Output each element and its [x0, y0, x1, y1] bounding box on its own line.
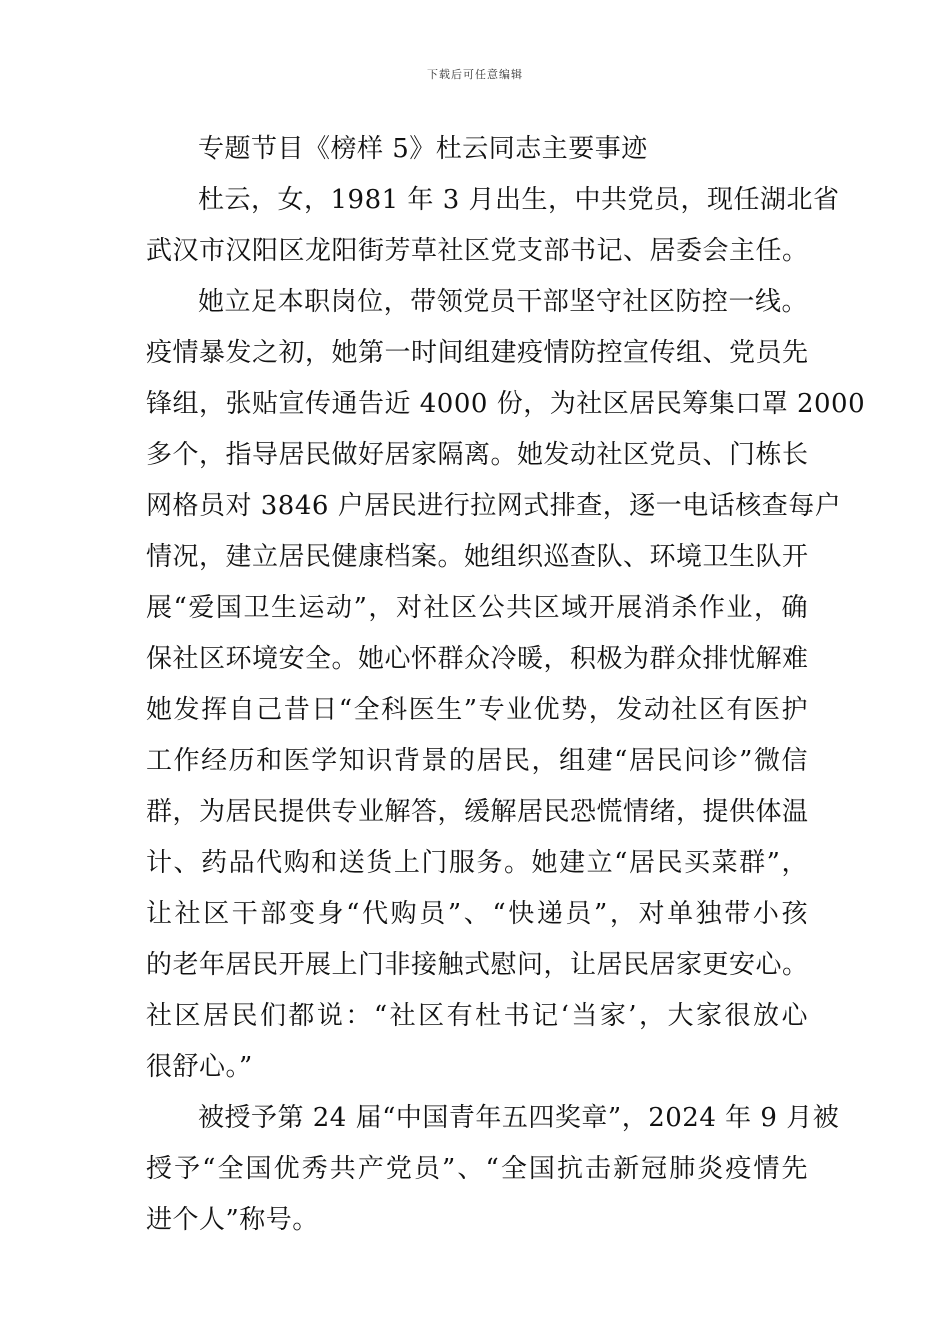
document-title: 专题节目《榜样 5》杜云同志主要事迹 [198, 134, 648, 164]
paragraph-line: 她发挥自己昔日“全科医生”专业优势，发动社区有医护 [146, 695, 808, 725]
paragraph-bio [146, 179, 840, 281]
paragraph-line: 锋组，张贴宣传通告近 4000 份，为社区居民筹集口罩 2000 [146, 389, 866, 419]
paragraph-line: 进个人”称号。 [146, 1205, 319, 1235]
paragraph-line: 很舒心。” [146, 1052, 253, 1082]
paragraph-line: 网格员对 3846 户居民进行拉网式排查，逐一电话核查每户 [146, 491, 842, 521]
paragraph-line: 多个，指导居民做好居家隔离。她发动社区党员、门栋长 [146, 440, 809, 470]
paragraph-line: 展“爱国卫生运动”，对社区公共区域开展消杀作业，确 [146, 593, 808, 623]
paragraph-line: 保社区环境安全。她心怀群众冷暖，积极为群众排忧解难 [146, 644, 809, 674]
paragraph-line: 工作经历和医学知识背景的居民，组建“居民问诊”微信 [146, 746, 808, 776]
paragraph-line: 社区居民们都说：“社区有杜书记‘当家’，大家很放心 [146, 1001, 808, 1031]
document-body [146, 128, 866, 1250]
paragraph-line: 她立足本职岗位，带领党员干部坚守社区防控一线。 [198, 287, 808, 317]
paragraph-line: 疫情暴发之初，她第一时间组建疫情防控宣传组、党员先 [146, 338, 809, 368]
paragraph-honors [146, 1097, 840, 1250]
paragraph-line: 群，为居民提供专业解答，缓解居民恐慌情绪，提供体温 [146, 797, 809, 827]
paragraph-line: 情况，建立居民健康档案。她组织巡查队、环境卫生队开 [146, 542, 809, 572]
paragraph-line: 的老年居民开展上门非接触式慰问，让居民居家更安心。 [146, 950, 809, 980]
paragraph-line: 授予“全国优秀共产党员”、“全国抗击新冠肺炎疫情先 [146, 1154, 808, 1184]
paragraph-line: 被授予第 24 届“中国青年五四奖章”，2024 年 9 月被 [198, 1103, 840, 1133]
paragraph-deeds [146, 281, 866, 1097]
paragraph-line: 计、药品代购和送货上门服务。她建立“居民买菜群”， [146, 848, 808, 878]
header-note: 下载后可任意编辑 [427, 68, 523, 81]
paragraph-line: 杜云，女，1981 年 3 月出生，中共党员，现任湖北省 [198, 185, 840, 215]
paragraph-line: 让社区干部变身“代购员”、“快递员”，对单独带小孩 [146, 899, 808, 929]
paragraph-line: 武汉市汉阳区龙阳街芳草社区党支部书记、居委会主任。 [146, 236, 809, 266]
